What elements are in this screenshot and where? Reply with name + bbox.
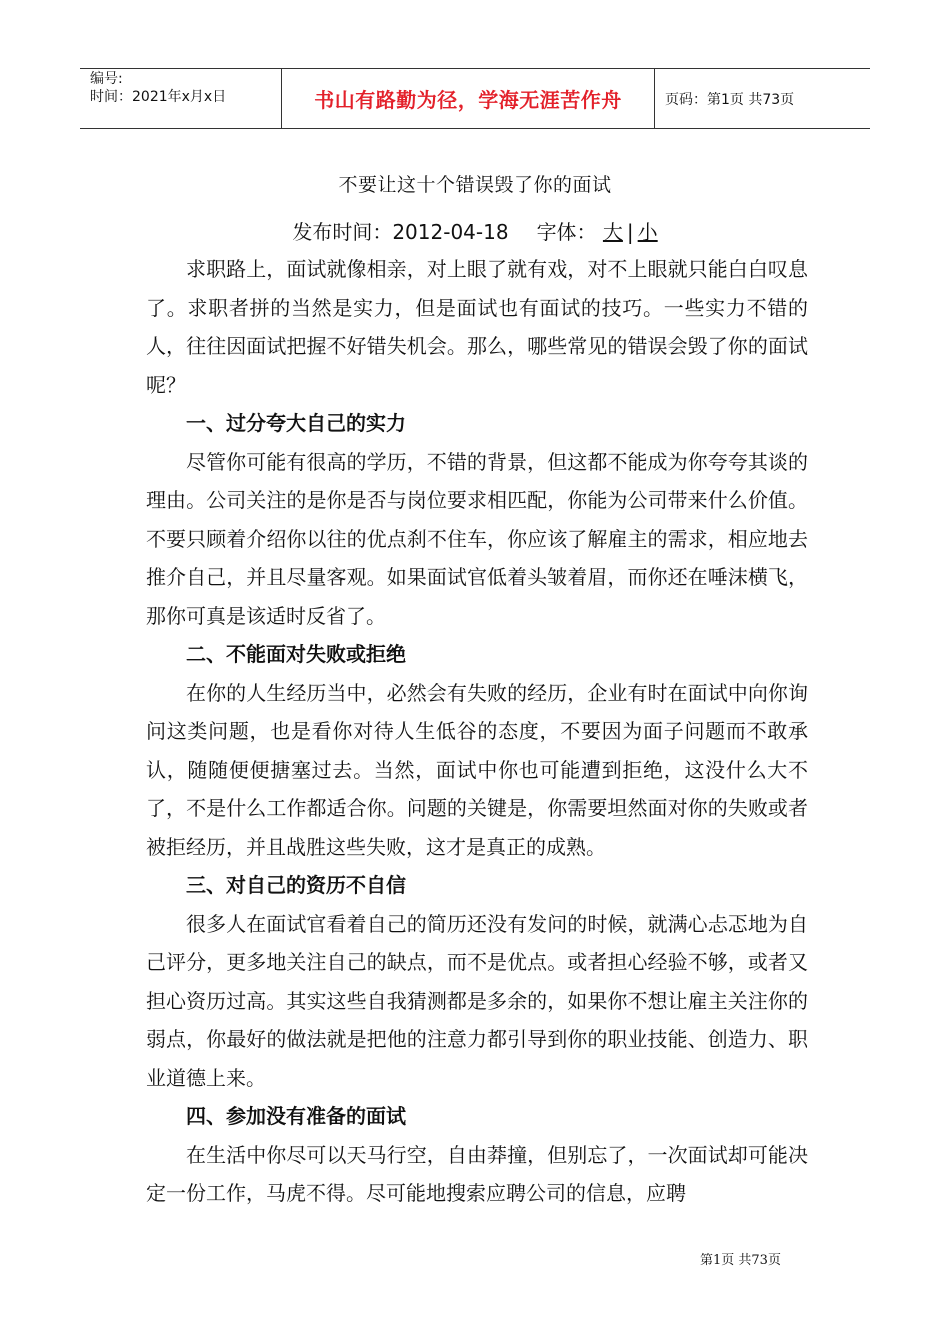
document-header: [80, 68, 870, 129]
article-title: 不要让这十个错误毁了你的面试: [338, 174, 612, 196]
font-large-link[interactable]: 大: [602, 220, 623, 244]
font-separator: |: [626, 220, 634, 244]
section-heading: 三、对自己的资历不自信: [186, 873, 406, 897]
section-paragraph: 尽管你可能有很高的学历，不错的背景，但这都不能成为你夸夸其谈的理由。公司关注的是你是否与岗位要求相匹配，你能为公司带来什么价值。不要只顾着介绍你以往的优点刹不住车，你应该了解雇主的需求，相应地去推介自己，并且尽量客观。如果面试官低着头皱着眉，而你还在唾沫横飞，那你可真是该适时反省了。: [146, 449, 808, 628]
intro-paragraph: 求职路上，面试就像相亲，对上眼了就有戏，对不上眼就只能白白叹息了。求职者拼的当然是实力，但是面试也有面试的技巧。一些实力不错的人，往往因面试把握不好错失机会。那么，哪些常见的错误会毁了你的面试呢？: [146, 257, 808, 397]
article-body: [146, 250, 808, 1213]
font-small-link[interactable]: 小: [637, 220, 658, 244]
header-page-info: 页码：第1页 共73页: [665, 91, 795, 108]
section-paragraph: 在生活中你尽可以天马行空，自由莽撞，但别忘了，一次面试却可能决定一份工作，马虎不得。尽可能地搜索应聘公司的信息，应聘: [146, 1142, 808, 1205]
header-motto: 书山有路勤为径，学海无涯苦作舟: [282, 69, 655, 128]
section-paragraph: 在你的人生经历当中，必然会有失败的经历，企业有时在面试中向你询问这类问题，也是看你对待人生低谷的态度，不要因为面子问题而不敢承认，随随便便搪塞过去。当然，面试中你也可能遭到拒绝，这没什么大不了，不是什么工作都适合你。问题的关键是，你需要坦然面对你的失败或者被拒经历，并且战胜这些失败，这才是真正的成熟。: [146, 680, 808, 859]
section-heading: 一、过分夸大自己的实力: [186, 411, 406, 435]
section-paragraph: 很多人在面试官看着自己的简历还没有发问的时候，就满心忐忑地为自己评分，更多地关注自己的缺点，而不是优点。或者担心经验不够，或者又担心资历过高。其实这些自我猜测都是多余的，如果你不想让雇主关注你的弱点，你最好的做法就是把他的注意力都引导到你的职业技能、创造力、职业道德上来。: [146, 911, 808, 1090]
time-label: 时间：2021年x月x日: [90, 89, 227, 105]
section-heading: 四、参加没有准备的面试: [186, 1104, 406, 1128]
doc-number-label: 编号:: [90, 71, 123, 87]
page-footer: 第1页 共73页: [700, 1253, 781, 1268]
section-heading: 二、不能面对失败或拒绝: [186, 642, 406, 666]
article-meta: [0, 216, 950, 245]
header-left-cell: [80, 69, 282, 128]
publish-date: 发布时间：2012-04-18: [292, 220, 509, 244]
font-size-label: 字体：: [536, 220, 597, 244]
